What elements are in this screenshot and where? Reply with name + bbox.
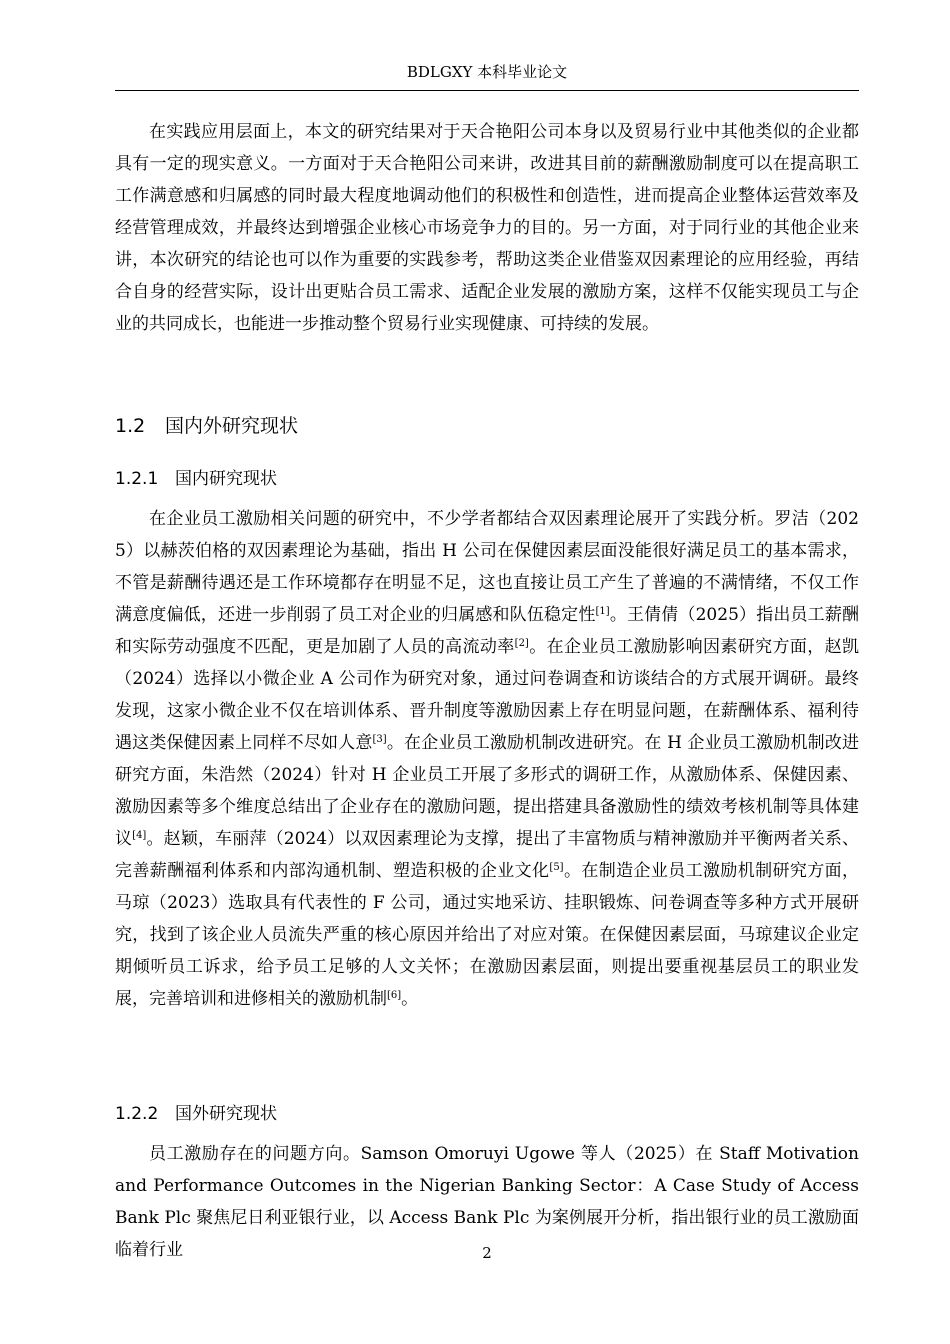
text-run: 。在企业员工激励机制改进研究。在 H 企业员工激励机制改进研究方面，朱浩然（2024）针对 H 企业员工开展了多形式的调研工作，从激励体系、保健因素、激励因素等多个维度总结出了企业存在的激励问题，提出搭建具备激励性的绩效考核机制等具体建议 (115, 733, 859, 849)
section-title: 国内外研究现状 (165, 415, 299, 437)
citation-ref: [3] (372, 734, 387, 745)
text-run: 。 (401, 989, 419, 1009)
text-run: 。在制造企业员工激励机制研究方面，马琼（2023）选取具有代表性的 F 公司，通过实地采访、挂职锻炼、问卷调查等多种方式开展研究，找到了该企业人员流失严重的核心原因并给出了对应对策。在保健因素层面，马琼建议企业定期倾听员工诉求，给予员工足够的人文关怀；在激励因素层面，则提出要重视基层员工的职业发展，完善培训和进修相关的激励机制 (115, 861, 859, 1009)
text-run: 。在企业员工激励影响因素研究方面，赵凯（2024）选择以小微企业 A 公司作为研究对象，通过问卷调查和访谈结合的方式展开调研。最终发现，这家小微企业不仅在培训体系、晋升制度等激励因素上存在明显问题，在薪酬体系、福利待遇这类保健因素上同样不尽如人意 (115, 637, 860, 753)
text-run: 。王倩倩（2025）指出员工薪酬和实际劳动强度不匹配，更是加剧了人员的高流动率 (115, 605, 860, 657)
page-number: 2 (482, 1244, 492, 1262)
citation-ref: [5] (549, 862, 564, 873)
section-number: 1.2 (115, 415, 146, 437)
section-number: 1.2.1 (115, 469, 159, 489)
running-header: BDLGXY 本科毕业论文 (406, 63, 568, 81)
section-heading-1-2 (115, 411, 298, 438)
text-run: 。赵颖，车丽萍（2024）以双因素理论为支撑，提出了丰富物质与精神激励并平衡两者关系、完善薪酬福利体系和内部沟通机制、塑造积极的企业文化 (115, 829, 860, 881)
section-title: 国内研究现状 (175, 469, 277, 489)
header-rule (115, 90, 859, 91)
citation-ref: [4] (132, 830, 147, 841)
citation-ref: [1] (595, 606, 610, 617)
citation-ref: [6] (387, 990, 402, 1001)
intro-paragraph: 在实践应用层面上，本文的研究结果对于天合艳阳公司本身以及贸易行业中其他类似的企业都具有一定的现实意义。一方面对于天合艳阳公司来讲，改进其目前的薪酬激励制度可以在提高职工工作满意感和归属感的同时最大程度地调动他们的积极性和创造性，进而提高企业整体运营效率及经营管理成效，并最终达到增强企业核心市场竞争力的目的。另一方面，对于同行业的其他企业来讲，本次研究的结论也可以作为重要的实践参考，帮助这类企业借鉴双因素理论的应用经验，再结合自身的经营实际，设计出更贴合员工需求、适配企业发展的激励方案，这样不仅能实现员工与企业的共同成长，也能进一步推动整个贸易行业实现健康、可持续的发展。 (115, 122, 859, 334)
section-title: 国外研究现状 (175, 1104, 277, 1124)
section-number: 1.2.2 (115, 1104, 159, 1124)
domestic-paragraph (115, 503, 859, 1015)
section-heading-1-2-1 (115, 464, 277, 489)
text-run: 在企业员工激励相关问题的研究中，不少学者都结合双因素理论展开了实践分析。罗洁（2025）以赫茨伯格的双因素理论为基础，指出 H 公司在保健因素层面没能很好满足员工的基本需求，不管是薪酬待遇还是工作环境都存在明显不足，这也直接让员工产生了普遍的不满情绪，不仅工作满意度偏低，还进一步削弱了员工对企业的归属感和队伍稳定性 (115, 509, 859, 625)
citation-ref: [2] (514, 638, 529, 649)
domestic-paragraph-block (115, 503, 859, 1015)
section-heading-1-2-2 (115, 1099, 277, 1124)
intro-paragraph-block (115, 116, 859, 340)
foreign-paragraph: 员工激励存在的问题方向。Samson Omoruyi Ugowe 等人（2025）在 Staff Motivation and Performance Outcomes in the Nigerian Banking Sector：A Case Study of Access Bank Plc 聚焦尼日利亚银行业，以 Access Bank Plc 为案例展开分析，指出银行业的员工激励面临着行业 (115, 1144, 859, 1260)
